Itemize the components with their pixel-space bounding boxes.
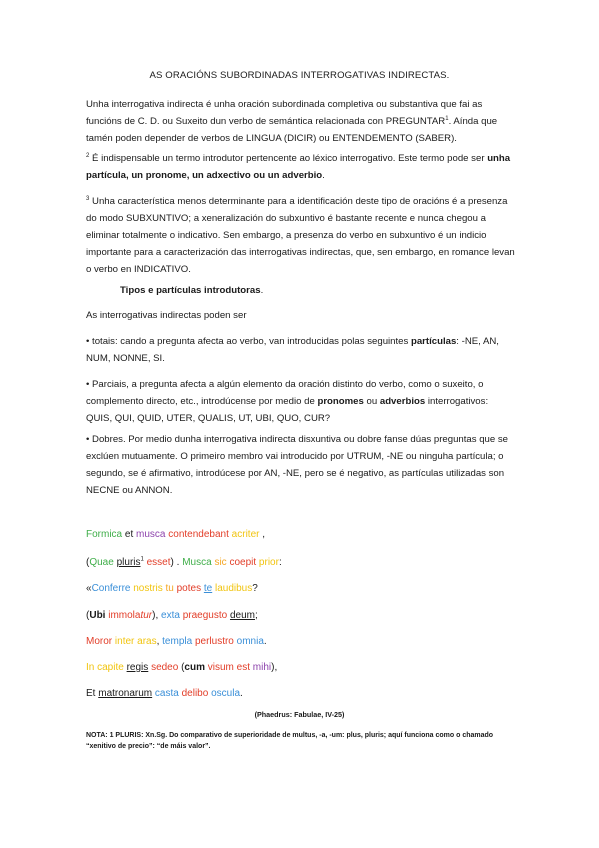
text: . Aínda que tamén poden depender de verbos de LINGUA (DICIR) ou ENTENDEMENTO (SABER). xyxy=(86,116,498,144)
word: matronarum xyxy=(98,688,153,699)
word: praegusto xyxy=(182,610,228,621)
footnote-ref: 3 xyxy=(86,195,90,202)
word: laudibus xyxy=(214,583,253,594)
text: ou xyxy=(363,396,380,407)
paragraph-definition xyxy=(86,96,516,147)
footnote: NOTA: 1 PLURIS: Xn.Sg. Do comparativo de superioridade de multus, -a, -um: plus, pluris; aquí funciona como o chamado “xenitivo de precio”: “de máis valor”. xyxy=(86,732,494,750)
word: cum xyxy=(184,662,205,673)
paragraph-introducer xyxy=(86,150,516,184)
word: contendebant xyxy=(168,529,229,540)
word: Conferre xyxy=(91,583,131,594)
bullet-totais xyxy=(86,333,516,367)
word: deum xyxy=(229,610,255,621)
intro-line: As interrogativas indirectas poden ser xyxy=(86,310,247,321)
paragraph-subjunctive xyxy=(86,193,516,278)
word: exta xyxy=(161,610,180,621)
word: immola xyxy=(108,610,141,621)
word: inter aras xyxy=(114,636,157,647)
word: omnia xyxy=(236,636,264,647)
word: te xyxy=(203,583,213,594)
page-title: AS ORACIÓNS SUBORDINADAS INTERROGATIVAS INDIRECTAS. xyxy=(149,70,450,81)
footnote-ref: 1 xyxy=(140,556,144,563)
word: potes xyxy=(176,583,202,594)
bold-text: pronomes xyxy=(317,396,364,407)
poem-line-6: In capite regis sedeo (cum visum est mihi), xyxy=(86,662,278,673)
word: tu xyxy=(165,583,174,594)
word: musca xyxy=(136,529,166,540)
bullet-dobres: • Dobres. Por medio dunha interrogativa indirecta disxuntiva ou dobre fanse dúas preguntas que se exclúen mutuamente. O primeiro membro vai introducido por UTRUM, -NE ou ninguha partícula; o segundo, se é afirmativo, introdúcese por AN, -NE, pero se é negativo, as partículas utilizadas son NECNE ou ANNON. xyxy=(86,434,509,496)
word: mihi xyxy=(252,662,272,673)
footnote-ref: 2 xyxy=(86,152,90,159)
word: oscula xyxy=(211,688,240,699)
poem-line-7: Et matronarum casta delibo oscula. xyxy=(86,688,243,699)
poem-line-1: Formica et musca contendebant acriter , xyxy=(86,529,266,540)
bold-text: unha partícula, un pronome, un adxectivo ou un adverbio xyxy=(86,153,511,181)
poem-line-5: Moror inter aras, templa perlustro omnia. xyxy=(86,636,267,647)
text: interrogativos: QUIS, QUI, QUID, UTER, QUALIS, UT, UBI, QUO, CUR? xyxy=(86,396,489,424)
text: • Parciais, a pregunta afecta a algún elemento da oración distinto do verbo, como o suxeito, o complemento directo, etc., introdúcense por medio de xyxy=(86,379,484,407)
word: perlustro xyxy=(194,636,234,647)
word: acriter xyxy=(231,529,260,540)
word: templa xyxy=(162,636,193,647)
word: regis xyxy=(126,662,149,673)
word: Quae xyxy=(89,557,114,568)
word: prior xyxy=(258,557,279,568)
poem-line-3: «Conferre nostris tu potes te laudibus? xyxy=(86,583,258,594)
word: Moror xyxy=(86,636,113,647)
bullet-parciais xyxy=(86,376,516,427)
poem-line-2: (Quae pluris$^1$ esset) . Musca sic coepit prior: xyxy=(86,556,282,568)
bold-text: adverbios xyxy=(379,396,426,407)
text: : -NE, AN, NUM, NONNE, SI. xyxy=(86,336,499,364)
word: est xyxy=(236,662,251,673)
word: delibo xyxy=(181,688,209,699)
word: Musca xyxy=(182,557,212,568)
word: nostris xyxy=(133,583,163,594)
text: Unha característica menos determinante para a identificación deste tipo de oracións é a presenza do modo SUBXUNTIVO; a xeneralización do subxuntivo é bastante recente e nunca chegou a eliminar totalmente o indicativo. Sen embargo, a presenza do verbo en subxuntivo é un indicio importante para a caracterización das interrogativas indirectas, que, sen embargo, en romance levan o verbo en INDICATIVO. xyxy=(86,196,515,275)
word: et xyxy=(122,529,137,540)
text: . xyxy=(260,285,264,296)
word: casta xyxy=(154,688,179,699)
text: • totais: cando a pregunta afecta ao verbo, van introducidas polas seguintes xyxy=(86,336,411,347)
word: esset xyxy=(146,557,171,568)
word: tur xyxy=(140,610,153,621)
text: . xyxy=(322,170,325,181)
text: Unha interrogativa indirecta é unha oración subordinada completiva ou substantiva que fai as funcións de C. D. ou Suxeito dun verbo de semántica relacionada con PREGUNTAR xyxy=(86,99,483,127)
word: sic xyxy=(214,557,227,568)
bold-text: partículas xyxy=(410,336,457,347)
footnote-ref: 1 xyxy=(445,115,449,122)
text: É indispensable un termo introdutor pertencente ao léxico interrogativo. Este termo pode ser xyxy=(89,153,488,164)
word: Formica xyxy=(86,529,123,540)
word: coepit xyxy=(229,557,257,568)
heading-text: Tipos e partículas introdutoras xyxy=(120,285,261,296)
word: visum xyxy=(207,662,234,673)
section-heading xyxy=(120,282,550,299)
poem-line-4: (Ubi immolatur), exta praegusto deum; xyxy=(86,610,258,621)
source-citation: (Phaedrus: Fabulae, IV-25) xyxy=(254,710,345,719)
word: sedeo xyxy=(151,662,179,673)
word: Ubi xyxy=(89,610,106,621)
word: In capite xyxy=(86,662,124,673)
word: pluris xyxy=(116,557,141,568)
